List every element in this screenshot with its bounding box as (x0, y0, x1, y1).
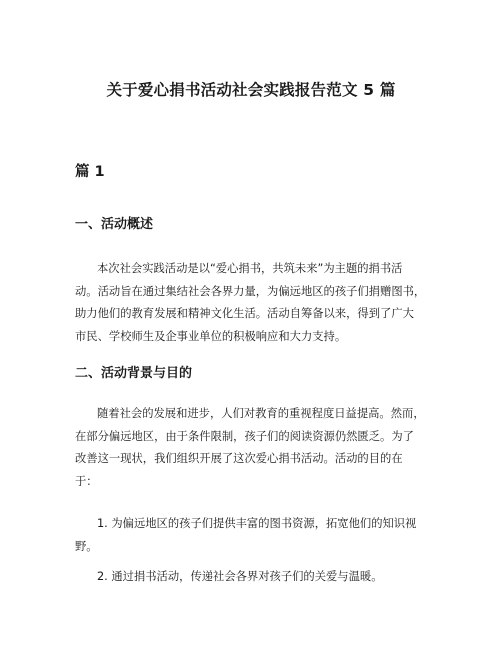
paragraph-line: 市民、学校师生及企事业单位的积极响应和大力支持。 (75, 329, 347, 343)
list-item-line: 1. 为偏远地区的孩子们提供丰富的图书资源，拓宽他们的知识视 (97, 517, 417, 530)
background-paragraph (75, 403, 445, 493)
list-item-line: 野。 (75, 539, 98, 553)
paragraph-line: 动。活动旨在通过集结社会各界力量，为偏远地区的孩子们捐赠图书， (75, 284, 426, 298)
section-heading-background: 二、活动背景与目的 (75, 366, 193, 381)
paragraph-line: 本次社会实践活动是以“爱心捐书，共筑未来”为主题的捐书活 (97, 262, 403, 275)
paragraph-line: 在部分偏远地区，由于条件限制，孩子们的阅读资源仍然匮乏。为了 (75, 429, 414, 443)
section-heading-overview: 一、活动概述 (75, 217, 154, 232)
paragraph-line: 改善这一现状，我们组织开展了这次爱心捐书活动。活动的目的在 (75, 452, 403, 465)
paragraph-line: 助力他们的教育发展和精神文化生活。活动自筹备以来，得到了广大 (75, 307, 414, 320)
overview-paragraph (75, 258, 445, 348)
paragraph-line: 于： (75, 474, 98, 488)
list-item-line: 2. 通过捐书活动，传递社会各界对孩子们的关爱与温暖。 (97, 570, 383, 583)
part-heading: 篇 1 (75, 164, 105, 180)
list-item-2 (75, 566, 445, 589)
document-title: 关于爱心捐书活动社会实践报告范文 5 篇 (106, 81, 396, 99)
paragraph-line: 随着社会的发展和进步，人们对教育的重视程度日益提高。然而， (97, 407, 425, 420)
list-item-1 (75, 513, 445, 558)
